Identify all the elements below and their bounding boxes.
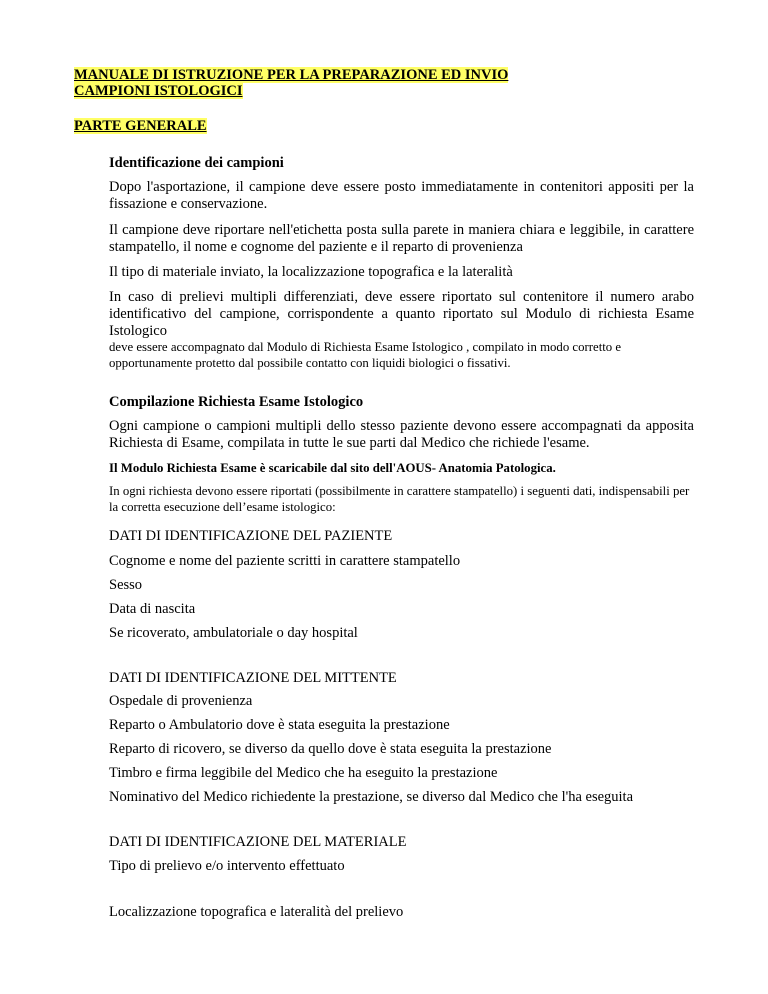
document-title-line2: CAMPIONI ISTOLOGICI xyxy=(74,83,243,99)
mittente-item: Nominativo del Medico richiedente la prestazione, se diverso dal Medico che l'ha eseguita xyxy=(109,789,634,805)
paziente-item: Se ricoverato, ambulatoriale o day hospital xyxy=(109,625,358,641)
paziente-item: Cognome e nome del paziente scritti in carattere stampatello xyxy=(109,553,461,569)
section-heading-identificazione: Identificazione dei campioni xyxy=(109,155,284,171)
mittente-item: Reparto o Ambulatorio dove è stata eseguita la prestazione xyxy=(109,717,450,733)
mittente-item: Ospedale di provenienza xyxy=(109,693,253,709)
compilazione-paragraph-1: Ogni campione o campioni multipli dello stesso paziente devono essere accompagnati da apposita Richiesta di Esame, compilata in tutte le sue parti dal Medico che richiede l'esame. xyxy=(109,418,694,451)
compilazione-paragraph-3: In ogni richiesta devono essere riportati (possibilmente in carattere stampatello) i seguenti dati, indispensabili per la corretta esecuzione dell’esame istologico: xyxy=(109,484,690,514)
identificazione-paragraph-5: deve essere accompagnato dal Modulo di Richiesta Esame Istologico , compilato in modo corretto e opportunamente protetto dal possibile contatto con liquidi biologici o fissativi. xyxy=(109,340,622,370)
materiale-item: Tipo di prelievo e/o intervento effettuato xyxy=(109,858,345,874)
section-heading-paziente: DATI DI IDENTIFICAZIONE DEL PAZIENTE xyxy=(109,528,393,544)
section-heading-compilazione: Compilazione Richiesta Esame Istologico xyxy=(109,394,364,410)
mittente-item: Timbro e firma leggibile del Medico che ha eseguito la prestazione xyxy=(109,765,498,781)
document-title xyxy=(74,67,508,99)
identificazione-paragraph-3: Il tipo di materiale inviato, la localizzazione topografica e la lateralità xyxy=(109,264,513,280)
paziente-item: Data di nascita xyxy=(109,601,196,617)
materiale-item: Localizzazione topografica e lateralità del prelievo xyxy=(109,904,404,920)
identificazione-paragraph-4: In caso di prelievi multipli differenziati, deve essere riportato sul contenitore il numero arabo identificativo del campione, corrispondente a quanto riportato sul Modulo di richiesta Esame Istologico xyxy=(109,289,694,339)
paziente-item: Sesso xyxy=(109,577,143,593)
section-heading-materiale: DATI DI IDENTIFICAZIONE DEL MATERIALE xyxy=(109,834,407,850)
identificazione-paragraph-1: Dopo l'asportazione, il campione deve essere posto immediatamente in contenitori appositi per la fissazione e conservazione. xyxy=(109,179,694,212)
document-title-line1: MANUALE DI ISTRUZIONE PER LA PREPARAZIONE ED INVIO xyxy=(74,67,509,83)
identificazione-paragraph-2: Il campione deve riportare nell'etichetta posta sulla parete in maniera chiara e leggibile, in carattere stampatello, il nome e cognome del paziente e il reparto di provenienza xyxy=(109,222,694,255)
compilazione-paragraph-2: Il Modulo Richiesta Esame è scaricabile dal sito dell'AOUS- Anatomia Patologica. xyxy=(109,461,556,475)
section-heading-mittente: DATI DI IDENTIFICAZIONE DEL MITTENTE xyxy=(109,670,397,686)
part-title-text: PARTE GENERALE xyxy=(74,118,207,134)
part-title xyxy=(74,118,207,135)
mittente-item: Reparto di ricovero, se diverso da quello dove è stata eseguita la prestazione xyxy=(109,741,552,757)
